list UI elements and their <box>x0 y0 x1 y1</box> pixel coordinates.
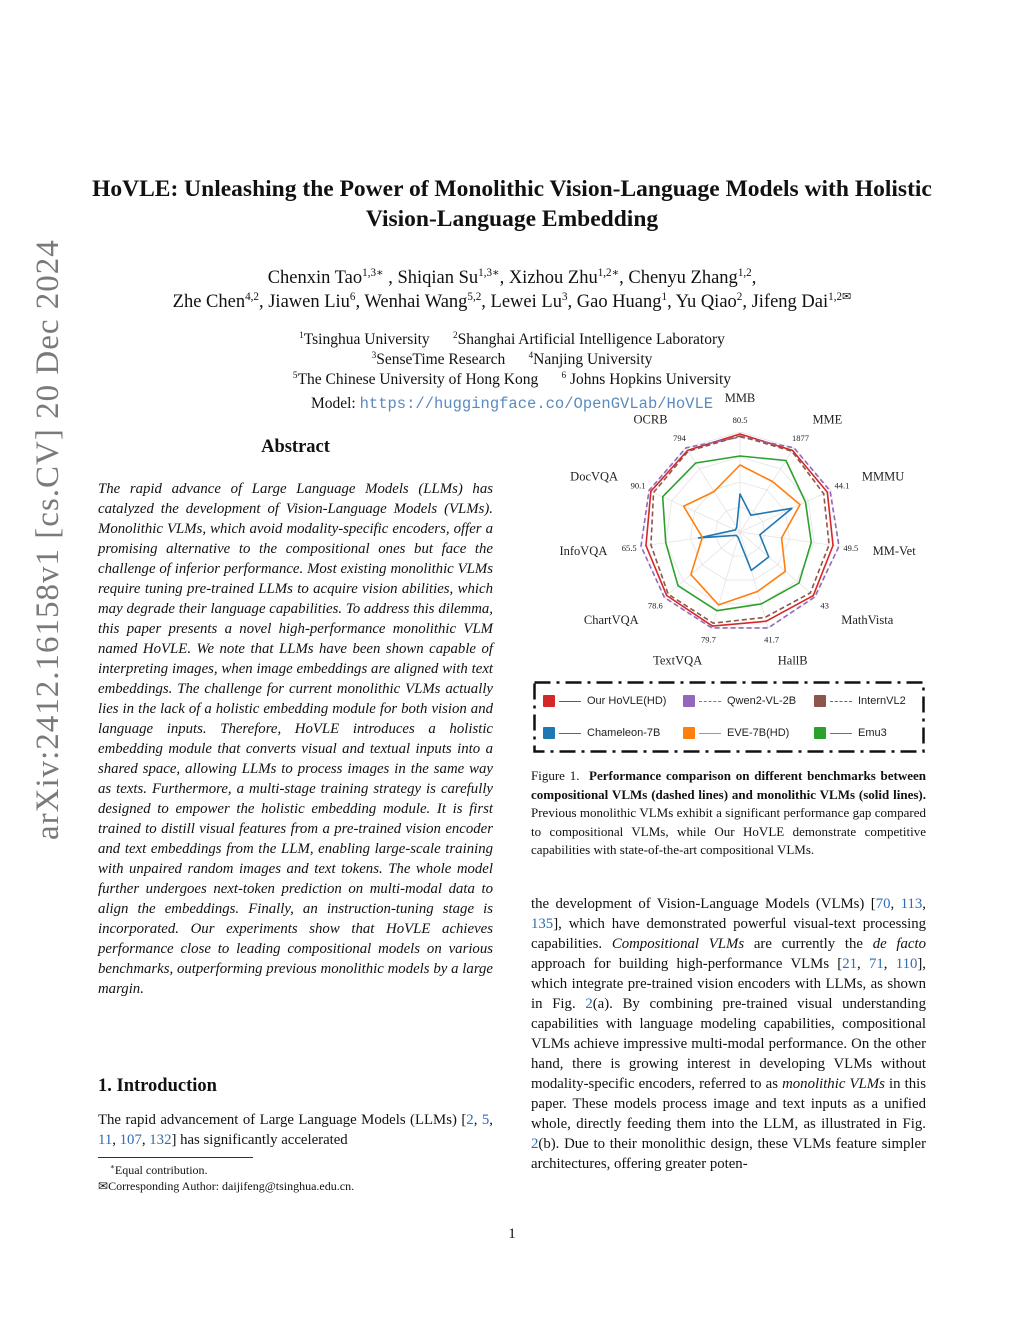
citation-link[interactable]: 2 <box>466 1112 474 1128</box>
figure-link[interactable]: 2 <box>585 996 593 1012</box>
model-label: Model: <box>310 395 360 412</box>
citation-link[interactable]: 113 <box>900 896 923 912</box>
grid-spoke <box>740 532 839 546</box>
affiliation: $^4$Nanjing University <box>528 350 653 368</box>
author-line-1: Chenxin Tao$^{1,3∗}$ , Shiqian $Su^{1,3∗}$, Xizhou Zhu$^{1,2∗}$, Chenyu Zhang$^{1,2}$, <box>267 266 757 288</box>
author: , Chenyu Zhang$^{1,2}$ <box>619 266 752 288</box>
axis-max-label: 90.1 <box>630 480 646 491</box>
legend-swatch <box>814 695 826 707</box>
axis-label: MM-Vet <box>872 544 916 559</box>
axis-label: HallB <box>777 653 808 668</box>
citation-link[interactable]: 5 <box>481 1112 490 1128</box>
legend-line <box>699 701 721 702</box>
envelope-icon: ✉ <box>98 1179 109 1193</box>
legend-item: Emu3 <box>814 727 887 739</box>
legend-swatch <box>543 727 555 739</box>
paper-title: HoVLE: Unleashing the Power of Monolithic Vision-Language Models with Holistic Vision-Language Embedding <box>92 176 932 232</box>
legend-item: InternVL2 <box>814 695 906 707</box>
citation-link[interactable]: 110 <box>895 956 918 972</box>
citation-link[interactable]: 135 <box>531 916 554 932</box>
author: , Xizhou Zhu$^{1,2∗}$ <box>499 266 620 288</box>
author: , Jifeng Dai$^{1,2}$ <box>742 290 843 312</box>
figure-caption <box>531 767 926 860</box>
affiliation: $^3$SenseTime Research <box>371 350 506 368</box>
axis-max-label: 78.6 <box>647 600 663 611</box>
axis-label: MathVista <box>841 612 894 627</box>
citation-link[interactable]: 70 <box>875 896 891 912</box>
legend-item: Chameleon-7B <box>543 727 660 739</box>
affiliations <box>90 330 934 414</box>
affiliation: $^2$Shanghai Artificial Intelligence Laboratory <box>452 330 725 348</box>
chart-legend <box>533 681 925 753</box>
axis-max-label: 79.7 <box>701 634 716 645</box>
author-line-2 <box>90 290 934 314</box>
affiliation: $^6$ Johns Hopkins University <box>561 370 732 388</box>
axis-max-label: 1877 <box>792 432 810 443</box>
arxiv-identifier: arXiv:2412.16158v1 [cs.CV] 20 Dec 2024 <box>30 239 66 840</box>
axis-label: MME <box>812 412 843 427</box>
series-line <box>684 465 800 605</box>
abstract-text: The rapid advance of Large Language Models (LLMs) has catalyzed the development of Vision-Language Models (VLMs). Monolithic VLMs, which avoid modality-specific encoders, offer a promising alternative to the compositional ones but face the challenge of inferior performance. Most existing monolithic VLMs require tuning pre-trained LLMs to acquire vision abilities, which may degrade their language capabilities. To address this dilemma, this paper presents a novel high-performance monolithic VLM named HoVLE. We note that LLMs have been shown capable of interpreting images, when image embeddings are aligned with text embeddings. The challenge for current monolithic VLMs actually lies in the lack of a holistic embedding module for both vision and language inputs. Therefore, HoVLE introduces a holistic embedding module that converts visual and textual inputs into a shared space, allowing LLMs to process images in the same way as texts. Furthermore, a multi-stage training strategy is carefully designed to empower the holistic embedding module. It is first trained to distill visual features from a pre-trained vision encoder and text embeddings from the LLM, enabling large-scale training with unpaired random images and text tokens. The whole model further undergoes next-token prediction on multi-modal data to align the embeddings. Finally, an instruction-tuning stage is incorporated. Our experiments show that HoVLE achieves performance close to leading compositional models on various benchmarks, outperforming previous monolithic models by a large margin. <box>98 481 493 997</box>
legend-line <box>559 733 581 734</box>
model-link[interactable]: https://huggingface.co/OpenGVLab/HoVLE <box>359 395 714 413</box>
citation-link[interactable]: 132 <box>149 1132 172 1148</box>
caption-bold: Performance comparison on different benchmarks between compositional VLMs (dashed lines) and monolithic VLMs (solid lines). <box>531 768 927 802</box>
author: , Lewei Lu$^3$ <box>481 290 568 312</box>
axis-max-label: 49.5 <box>843 542 859 553</box>
grid-spoke <box>641 532 740 546</box>
footnote-equal: Equal contribution. <box>114 1163 208 1177</box>
right-column-text: the development of Vision-Language Models (VLMs) [70, 113, 135], which have demonstrated powerful visual-text processing capabilities. Compositional VLMs are currently the de facto approach for building high-performance VLMs [21, 71, 110], which integrate pre-trained vision encoders with LLMs, as shown in Fig. 2(a). By combining pre-trained visual understanding capabilities with language modeling capabilities, compositional VLMs achieve impressive multi-modal performance. On the other hand, there is growing interest in developing VLMs without modality-specific encoders, referred to as monolithic VLMs in this paper. These models process image and text inputs as a unified whole, directly feeding them into the LLM, as illustrated in Fig. 2(b). Due to their monolithic design, these VLMs feature simpler architectures, offering greater poten- <box>531 896 927 1172</box>
axis-max-label: 65.5 <box>621 542 637 553</box>
abstract-heading: Abstract <box>261 437 330 457</box>
caption-rest: Previous monolithic VLMs exhibit a significant performance gap compared to compositional VLMs, while Our HoVLE demonstrate competitive capabilities with state-of-the-art compositional VLMs. <box>531 805 926 857</box>
affiliation: $^5$The Chinese University of Hong Kong <box>292 370 539 388</box>
author: , Jiawen Liu$^6$ <box>258 290 356 312</box>
axis-label: ChartVQA <box>583 612 639 627</box>
axis-max-label: 794 <box>673 432 686 443</box>
axis-max-label: 80.5 <box>732 415 748 425</box>
legend-line <box>830 733 852 734</box>
legend-line <box>699 733 721 734</box>
axis-label: TextVQA <box>653 653 703 668</box>
legend-swatch <box>683 727 695 739</box>
axis-label: OCRB <box>633 412 668 427</box>
author: , Shiqian $Su^{1,3∗}$ <box>383 266 500 288</box>
citation-link[interactable]: 21 <box>842 956 858 972</box>
citation-link[interactable]: 71 <box>868 956 884 972</box>
legend-border <box>533 681 925 753</box>
author-list <box>90 266 934 314</box>
legend-swatch <box>543 695 555 707</box>
axis-label: MMMU <box>861 469 905 484</box>
figure-link[interactable]: 2 <box>531 1136 539 1152</box>
figure-label: Figure 1. <box>531 768 580 783</box>
author: Chenxin Tao$^{1,3∗}$ <box>267 266 384 288</box>
author: , Gao Huang$^1$ <box>567 290 668 312</box>
legend-item: Qwen2-VL-2B <box>683 695 796 707</box>
citation-link[interactable]: 11 <box>98 1132 113 1148</box>
series-line <box>698 494 791 570</box>
footnote-divider <box>98 1157 253 1158</box>
axis-max-label: 41.7 <box>764 634 779 645</box>
legend-line <box>559 701 581 702</box>
introduction-text: The rapid advancement of Large Language Models (LLMs) [2, 5, 11, 107, 132] has significantly accelerated <box>98 1112 493 1148</box>
axis-max-label: 44.1 <box>834 480 850 491</box>
affiliation: $^1$Tsinghua University <box>299 330 430 348</box>
footnote-corresponding: Corresponding Author: daijifeng@tsinghua.edu.cn. <box>108 1179 355 1193</box>
author: , Wenhai Wang$^{5,2}$ <box>355 290 482 312</box>
footnotes: ∗Equal contribution. ✉Corresponding Author: daijifeng@tsinghua.edu.cn. <box>98 1163 355 1193</box>
author: Zhe Chen$^{4,2}$ <box>172 290 259 312</box>
legend-swatch <box>814 727 826 739</box>
legend-line <box>830 701 852 702</box>
axis-max-label: 43 <box>820 600 829 611</box>
envelope-icon: ✉ <box>842 290 852 303</box>
page-number: 1 <box>508 1226 516 1242</box>
citation-link[interactable]: 107 <box>119 1132 142 1148</box>
legend-item: EVE-7B(HD) <box>683 727 789 739</box>
legend-item: Our HoVLE(HD) <box>543 695 666 707</box>
axis-label: DocVQA <box>570 469 619 484</box>
author: , Yu Qiao$^2$ <box>667 290 743 312</box>
axis-label: InfoVQA <box>559 544 608 559</box>
axis-label: MMB <box>724 391 756 405</box>
introduction-heading: 1. Introduction <box>98 1076 217 1096</box>
legend-swatch <box>683 695 695 707</box>
